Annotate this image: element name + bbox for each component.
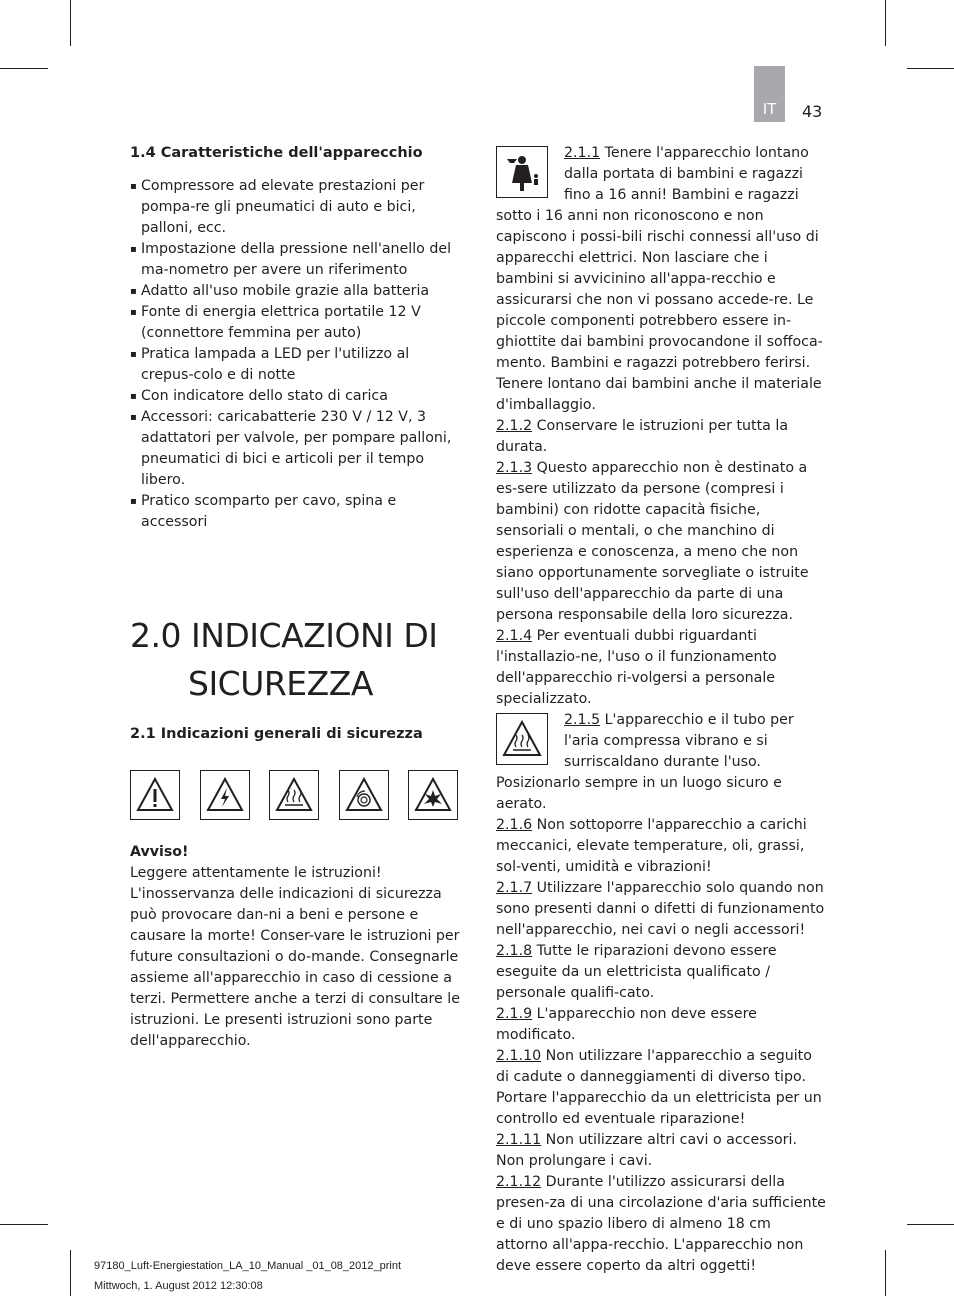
item-ref: 2.1.7 [496,880,533,896]
item-text: Questo apparecchio non è destinato a es-sere utilizzato da persone (compresi i bambini) con ridotte capacità fisiche, sensoriali o mentali, o che manchino di esperienza e conoscenza, a meno che non siano opportunamente sorvegliate o istruite sull'uso dell'apparecchio da parte di una persona responsabile della loro sicurezza. [496,460,809,623]
item-text: Durante l'utilizzo assicurarsi della presen-za di una circolazione d'aria sufficiente e di uno spazio libero di almeno 18 cm attorno all'appa-recchio. L'apparecchio non deve essere coperto da altri oggetti! [496,1174,826,1274]
warning-notice [130,842,462,1052]
warning-text: Leggere attentamente le istruzioni! L'inosservanza delle indicazioni di sicurezza può provocare dan-ni a beni e persone e causare la morte! Conser-vare le istruzioni per future consultazioni o do-mande. Consegnarle assieme all'apparecchio in caso di cessione a terzi. Permettere anche a terzi di consultare le istruzioni. Le presenti istruzioni sono parte dell'apparecchio. [130,865,460,1049]
safety-item-2-1-3 [496,458,826,626]
electric-shock-icon [200,770,250,820]
item-text: Per eventuali dubbi riguardanti l'installazio-ne, l'uso o il funzionamento dell'apparecchio ri-volgersi a personale specializzato. [496,628,777,707]
item-ref: 2.1.4 [496,628,533,644]
item-ref: 2.1.12 [496,1174,542,1190]
item-text: L'apparecchio e il tubo per l'aria compressa vibrano e si surriscaldano durante l'uso. Posizionarlo sempre in un luogo sicuro e aerato. [496,712,794,812]
safety-item-2-1-11 [496,1130,826,1172]
hot-surface-icon [496,713,548,765]
hot-surface-icon [269,770,319,820]
item-ref: 2.1.1 [564,145,601,161]
crop-mark [0,68,48,69]
title-line-1: 2.0 INDICAZIONI DI [130,616,438,655]
crop-mark [0,1224,48,1225]
item-ref: 2.1.11 [496,1132,542,1148]
explosion-icon [408,770,458,820]
warning-heading: Avviso! [130,844,189,860]
item-ref: 2.1.10 [496,1048,542,1064]
safety-item-2-1-12 [496,1172,826,1277]
print-footer [94,1256,401,1296]
list-item: ▪ Pratica lampada a LED per l'utilizzo al crepus-colo e di notte [130,344,460,386]
safety-item-2-1-10 [496,1046,826,1130]
child-safety-icon [496,146,548,198]
safety-item-2-1-1 [496,143,826,416]
crop-mark [70,0,71,46]
language-tab [754,66,785,122]
features-section [130,143,460,533]
crop-mark [70,1250,71,1296]
item-text: Tutte le riparazioni devono essere eseguite da un elettricista qualificato / personale qualifi-cato. [496,943,777,1001]
list-item: ▪ Pratico scomparto per cavo, spina e accessori [130,491,460,533]
footer-timestamp: Mittwoch, 1. August 2012 12:30:08 [94,1280,263,1292]
crop-mark [885,0,886,46]
safety-item-2-1-2 [496,416,826,458]
safety-item-2-1-8 [496,941,826,1004]
list-item: ▪ Compressore ad elevate prestazioni per pompa-re gli pneumatici di auto e bici, palloni, ecc. [130,176,460,239]
vibration-icon [339,770,389,820]
list-item: ▪ Con indicatore dello stato di carica [130,386,460,407]
list-item: ▪ Impostazione della pressione nell'anello del ma-nometro per avere un riferimento [130,239,460,281]
list-item: ▪ Fonte di energia elettrica portatile 12 V (connettore femmina per auto) [130,302,460,344]
footer-filename: 97180_Luft-Energiestation_LA_10_Manual _01_08_2012_print [94,1260,402,1272]
page-number: 43 [802,102,823,121]
item-text: L'apparecchio non deve essere modificato. [496,1006,757,1043]
item-text: Conservare le istruzioni per tutta la durata. [496,418,789,455]
item-text: Non sottoporre l'apparecchio a carichi meccanici, elevate temperature, oli, grassi, sol-venti, umidità e vibrazioni! [496,817,807,875]
safety-icons-row [130,770,458,822]
item-text: Tenere l'apparecchio lontano dalla portata di bambini e ragazzi fino a 16 anni! Bambini e ragazzi sotto i 16 anni non riconoscono e non capiscono i possi-bili rischi connessi all'uso di apparecchi elettrici. Non lasciare che i bambini si avvicinino all'appa-recchio e assicurarsi che non vi possano accede-re. Le piccole componenti potrebbero essere in-ghiottite dai bambini provocandone il soffoca-mento. Bambini e ragazzi potrebbero ferirsi. Tenere lontano dai bambini anche il materiale d'imballaggio. [496,145,823,413]
item-ref: 2.1.2 [496,418,533,434]
language-label: IT [762,100,777,118]
list-item: ▪ Accessori: caricabatterie 230 V / 12 V, 3 adattatori per valvole, per pompare palloni, pneumatici di bici e articoli per il tempo libero. [130,407,460,491]
item-ref: 2.1.6 [496,817,533,833]
crop-mark [907,68,954,69]
item-ref: 2.1.9 [496,1006,533,1022]
item-ref: 2.1.5 [564,712,601,728]
safety-item-2-1-9 [496,1004,826,1046]
general-safety-heading: 2.1 Indicazioni generali di sicurezza [130,726,423,742]
features-heading: 1.4 Caratteristiche dell'apparecchio [130,145,423,161]
safety-item-2-1-5 [496,710,826,815]
safety-chapter-title [130,612,438,708]
warning-exclamation-icon [130,770,180,820]
title-line-2: SICUREZZA [188,664,373,703]
item-text: Utilizzare l'apparecchio solo quando non sono presenti danni o difetti di funzionamento nell'apparecchio, nei cavi o negli accessori! [496,880,825,938]
safety-item-2-1-6 [496,815,826,878]
item-text: Non utilizzare l'apparecchio a seguito di cadute o danneggiamenti di diverso tipo. Portare l'apparecchio da un elettricista per un controllo ed eventuale riparazione! [496,1048,822,1127]
features-list [130,176,460,533]
list-item: ▪ Adatto all'uso mobile grazie alla batteria [130,281,460,302]
crop-mark [907,1224,954,1225]
crop-mark [885,1250,886,1296]
item-ref: 2.1.3 [496,460,533,476]
item-ref: 2.1.8 [496,943,533,959]
safety-item-2-1-7 [496,878,826,941]
safety-items-column [496,143,826,1277]
item-text: Non utilizzare altri cavi o accessori. Non prolungare i cavi. [496,1132,797,1169]
safety-item-2-1-4 [496,626,826,710]
